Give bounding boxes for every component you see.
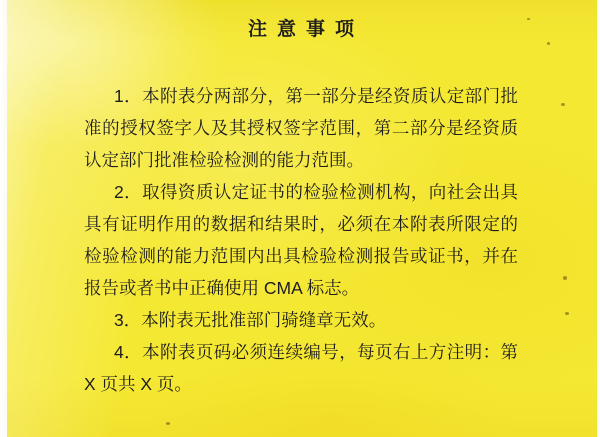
notice-paragraph-2: 2．取得资质认定证书的检验检测机构，向社会出具具有证明作用的数据和结果时，必须在本附表所限定的检验检测的能力范围内出具检验检测报告或证书，并在报告或者书中正确使用 CMA 标志。 — [84, 182, 518, 298]
notice-body — [84, 80, 518, 400]
notice-paragraph-4: 4．本附表页码必须连续编号，每页右上方注明：第 X 页共 X 页。 — [84, 342, 518, 394]
page-title: 注意事项 — [247, 19, 364, 40]
notice-paragraph-1: 1．本附表分两部分，第一部分是经资质认定部门批准的授权签字人及其授权签字范围，第二部分是经资质认定部门批准检验检测的能力范围。 — [84, 86, 518, 170]
notice-paragraph-3: 3．本附表无批准部门骑缝章无效。 — [114, 310, 387, 330]
